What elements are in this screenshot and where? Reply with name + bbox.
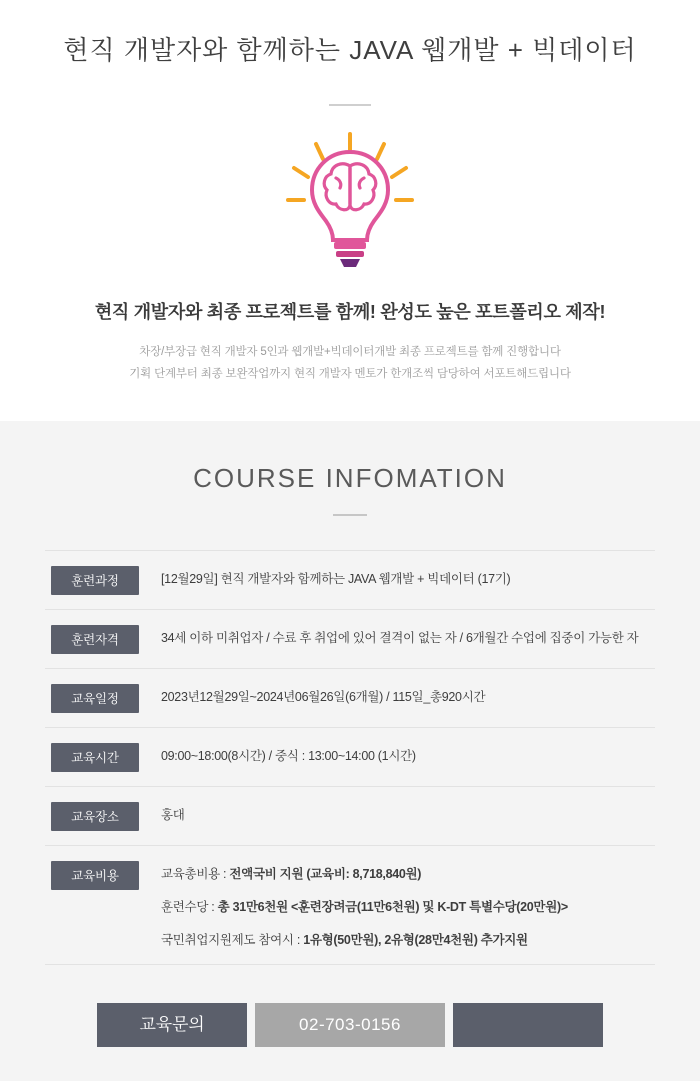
page-title: 현직 개발자와 함께하는 JAVA 웹개발 + 빅데이터 xyxy=(63,35,637,65)
row-label: 교육장소 xyxy=(51,802,139,831)
table-row xyxy=(45,669,655,728)
row-value: 홍대 xyxy=(161,808,185,823)
row-value: [12월29일] 현직 개발자와 함께하는 JAVA 웹개발 + 빅데이터 (17기) xyxy=(161,572,511,587)
lightbulb-brain-icon xyxy=(270,128,430,268)
cost-line-3-value: 1유형(50만원), 2유형(28만4천원) 추가지원 xyxy=(303,933,528,948)
row-label: 훈련과정 xyxy=(51,566,139,595)
table-row xyxy=(45,787,655,846)
cost-line-1-label: 교육총비용 : xyxy=(161,867,230,882)
row-label: 교육비용 xyxy=(51,861,139,890)
cost-line-1 xyxy=(161,864,568,884)
course-information-section xyxy=(0,421,700,1081)
section-divider xyxy=(333,514,367,516)
row-value xyxy=(139,860,568,950)
row-label: 훈련자격 xyxy=(51,625,139,654)
row-label: 교육일정 xyxy=(51,684,139,713)
table-row xyxy=(45,728,655,787)
cost-line-1-value: 전액국비 지원 (교육비: 8,718,840원) xyxy=(229,867,422,882)
education-inquiry-button[interactable]: 교육문의 xyxy=(97,1003,247,1047)
table-row xyxy=(45,550,655,610)
table-row-cost xyxy=(45,846,655,965)
cost-line-3 xyxy=(161,930,568,950)
hero-description xyxy=(0,342,700,386)
row-label: 교육시간 xyxy=(51,743,139,772)
course-info-table xyxy=(45,550,655,965)
hero-subtitle: 현직 개발자와 최종 프로젝트를 함께! 완성도 높은 포트폴리오 제작! xyxy=(94,301,606,322)
title-divider xyxy=(329,104,371,106)
button-bar xyxy=(0,1003,700,1047)
section-title: COURSE INFOMATION xyxy=(193,463,507,494)
secondary-action-button[interactable] xyxy=(453,1003,603,1047)
hero-section xyxy=(0,0,700,385)
row-value: 2023년12월29일~2024년06월26일(6개월) / 115일_총920시간 xyxy=(161,690,486,705)
cost-line-2 xyxy=(161,897,568,917)
cost-line-2-value: 총 31만6천원 <훈련장려금(11만6천원) 및 K-DT 특별수당(20만원)> xyxy=(217,900,568,915)
cost-line-3-label: 국민취업지원제도 참여시 : xyxy=(161,933,304,948)
table-row xyxy=(45,610,655,669)
row-value: 09:00~18:00(8시간) / 중식 : 13:00~14:00 (1시간) xyxy=(161,749,416,764)
row-value: 34세 이하 미취업자 / 수료 후 취업에 있어 결격이 없는 자 / 6개월간 수업에 집중이 가능한 자 xyxy=(161,631,639,646)
cost-line-2-label: 훈련수당 : xyxy=(161,900,218,915)
hero-desc-line-1: 차장/부장급 현직 개발자 5인과 웹개발+빅데이터개발 최종 프로젝트를 함께 진행합니다 xyxy=(139,345,561,358)
phone-number-button[interactable]: 02-703-0156 xyxy=(255,1003,445,1047)
hero-desc-line-2: 기획 단계부터 최종 보완작업까지 현직 개발자 멘토가 한개조씩 담당하여 서포트해드립니다 xyxy=(129,367,571,380)
